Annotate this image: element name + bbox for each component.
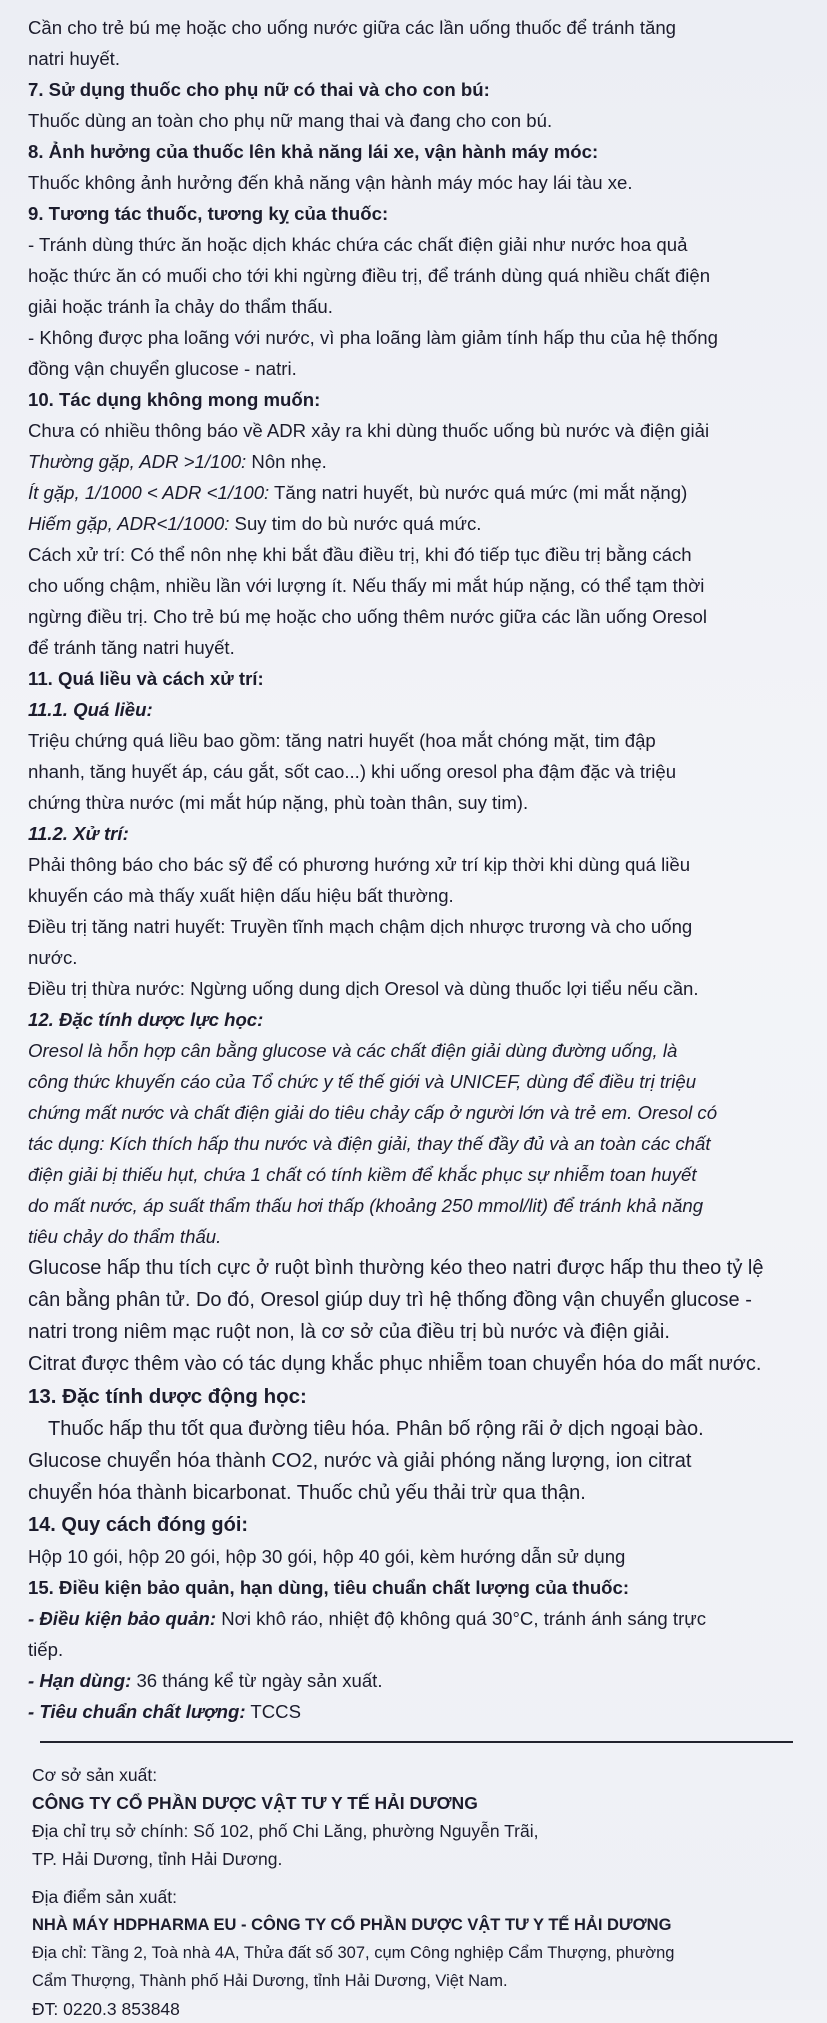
rare-label: Hiếm gặp, ADR<1/1000: bbox=[28, 513, 230, 534]
phone-number: ĐT: 0220.3 853848 bbox=[32, 1999, 180, 2019]
intro-line-1: Cần cho trẻ bú mẹ hoặc cho uống nước giữa các lần uống thuốc để tránh tăng bbox=[28, 17, 677, 38]
section-13-line: Thuốc hấp thu tốt qua đường tiêu hóa. Phân bố rộng rãi ở dịch ngoại bào. bbox=[48, 1418, 704, 1440]
section-15-expiry bbox=[28, 1665, 805, 1696]
section-9-line: - Không được pha loãng với nước, vì pha loãng làm giảm tính hấp thu của hệ thống bbox=[28, 327, 718, 348]
section-11-2-line: khuyến cáo mà thấy xuất hiện dấu hiệu bất thường. bbox=[28, 885, 454, 906]
section-11-1-line: Triệu chứng quá liều bao gồm: tăng natri huyết (hoa mắt chóng mặt, tim đập bbox=[28, 730, 656, 751]
section-12-line: công thức khuyến cáo của Tổ chức y tế thế giới và UNICEF, dùng để điều trị triệu bbox=[28, 1071, 697, 1092]
manufacturer-block bbox=[28, 1761, 805, 2023]
section-11-2-line: Điều trị thừa nước: Ngừng uống dung dịch Oresol và dùng thuốc lợi tiểu nếu cần. bbox=[28, 978, 699, 999]
section-9-line: giải hoặc tránh ỉa chảy do thẩm thấu. bbox=[28, 296, 333, 317]
section-13-line: chuyển hóa thành bicarbonat. Thuốc chủ yếu thải trừ qua thận. bbox=[28, 1482, 586, 1504]
expiry-text: 36 tháng kể từ ngày sản xuất. bbox=[131, 1670, 383, 1691]
section-8-heading: 8. Ảnh hưởng của thuốc lên khả năng lái xe, vận hành máy móc: bbox=[28, 141, 599, 162]
common-text: Nôn nhẹ. bbox=[246, 451, 327, 472]
manufacturer-name: CÔNG TY CỔ PHẦN DƯỢC VẬT TƯ Y TẾ HẢI DƯƠNG bbox=[32, 1793, 478, 1813]
rare-text: Suy tim do bù nước quá mức. bbox=[229, 513, 482, 534]
section-7-body: Thuốc dùng an toàn cho phụ nữ mang thai và đang cho con bú. bbox=[28, 110, 553, 131]
section-12-line: do mất nước, áp suất thẩm thấu hơi thấp (khoảng 250 mmol/lit) để tránh khả năng bbox=[28, 1195, 704, 1216]
production-site-label: Địa điểm sản xuất: bbox=[32, 1887, 177, 1907]
manufacturer-hq-line: Địa chỉ trụ sở chính: Số 102, phố Chi Lăng, phường Nguyễn Trãi, bbox=[32, 1821, 539, 1841]
production-site-line: Cẩm Thượng, Thành phố Hải Dương, tỉnh Hải Dương, Việt Nam. bbox=[32, 1972, 508, 1990]
common-label: Thường gặp, ADR >1/100: bbox=[28, 451, 247, 472]
uncommon-label: Ít gặp, 1/1000 < ADR <1/100: bbox=[28, 482, 270, 503]
section-12-big-line: natri trong niêm mạc ruột non, là cơ sở của điều trị bù nước và điện giải. bbox=[28, 1321, 670, 1343]
section-12-heading: 12. Đặc tính dược lực học: bbox=[28, 1009, 264, 1030]
section-9-line: - Tránh dùng thức ăn hoặc dịch khác chứa các chất điện giải như nước hoa quả bbox=[28, 234, 688, 255]
section-8-body: Thuốc không ảnh hưởng đến khả năng vận hành máy móc hay lái tàu xe. bbox=[28, 172, 633, 193]
section-10-rare bbox=[28, 508, 805, 539]
section-11-1-line: nhanh, tăng huyết áp, cáu gắt, sốt cao...) khi uống oresol pha đậm đặc và triệu bbox=[28, 761, 677, 782]
production-site-name: NHÀ MÁY HDPHARMA EU - CÔNG TY CỔ PHẦN DƯỢC VẬT TƯ Y TẾ HẢI DƯƠNG bbox=[32, 1916, 672, 1934]
section-11-2-heading: 11.2. Xử trí: bbox=[28, 823, 129, 844]
section-14-heading: 14. Quy cách đóng gói: bbox=[28, 1514, 249, 1536]
section-15-quality bbox=[28, 1696, 805, 1727]
section-15-storage-cont: tiếp. bbox=[28, 1639, 64, 1660]
storage-label: - Điều kiện bảo quản: bbox=[28, 1608, 217, 1629]
section-10-handling: Cách xử trí: Có thể nôn nhẹ khi bắt đầu điều trị, khi đó tiếp tục điều trị bằng cách bbox=[28, 544, 692, 565]
section-9-line: hoặc thức ăn có muối cho tới khi ngừng điều trị, để tránh dùng quá nhiều chất điện bbox=[28, 265, 711, 286]
quality-text: TCCS bbox=[245, 1701, 302, 1722]
section-11-2-line: Điều trị tăng natri huyết: Truyền tĩnh mạch chậm dịch nhược trương và cho uống bbox=[28, 916, 693, 937]
uncommon-text: Tăng natri huyết, bù nước quá mức (mi mắt nặng) bbox=[269, 482, 688, 503]
section-10-uncommon bbox=[28, 477, 805, 508]
section-10-handling: cho uống chậm, nhiều lần với lượng ít. Nếu thấy mi mắt húp nặng, có thể tạm thời bbox=[28, 575, 705, 596]
section-7-heading: 7. Sử dụng thuốc cho phụ nữ có thai và cho con bú: bbox=[28, 79, 490, 100]
section-11-2-line: Phải thông báo cho bác sỹ để có phương hướng xử trí kịp thời khi dùng quá liều bbox=[28, 854, 691, 875]
section-12-big-line: Glucose hấp thu tích cực ở ruột bình thường kéo theo natri được hấp thu theo tỷ lệ bbox=[28, 1257, 764, 1279]
section-12-line: tác dụng: Kích thích hấp thu nước và điện giải, thay thế đầy đủ và an toàn các chất bbox=[28, 1133, 711, 1154]
section-13-line: Glucose chuyển hóa thành CO2, nước và giải phóng năng lượng, ion citrat bbox=[28, 1450, 692, 1472]
section-11-1-line: chứng thừa nước (mi mắt húp nặng, phù toàn thân, suy tim). bbox=[28, 792, 529, 813]
section-12-line: chứng mất nước và chất điện giải do tiêu chảy cấp ở người lớn và trẻ em. Oresol có bbox=[28, 1102, 718, 1123]
section-15-storage bbox=[28, 1603, 805, 1634]
production-site-line: Địa chỉ: Tầng 2, Toà nhà 4A, Thửa đất số 307, cụm Công nghiệp Cẩm Thượng, phường bbox=[32, 1944, 675, 1962]
section-10-heading: 10. Tác dụng không mong muốn: bbox=[28, 389, 321, 410]
expiry-label: - Hạn dùng: bbox=[28, 1670, 132, 1691]
section-14-body: Hộp 10 gói, hộp 20 gói, hộp 30 gói, hộp 40 gói, kèm hướng dẫn sử dụng bbox=[28, 1546, 626, 1567]
manufacturer-hq-line: TP. Hải Dương, tỉnh Hải Dương. bbox=[32, 1849, 283, 1869]
section-12-line: tiêu chảy do thẩm thấu. bbox=[28, 1226, 222, 1247]
section-11-heading: 11. Quá liều và cách xử trí: bbox=[28, 668, 264, 689]
storage-text: Nơi khô ráo, nhiệt độ không quá 30°C, tránh ánh sáng trực bbox=[216, 1608, 707, 1629]
section-11-1-heading: 11.1. Quá liều: bbox=[28, 699, 153, 720]
section-11-2-line: nước. bbox=[28, 947, 78, 968]
quality-label: - Tiêu chuẩn chất lượng: bbox=[28, 1701, 246, 1722]
section-15-heading: 15. Điều kiện bảo quản, hạn dùng, tiêu chuẩn chất lượng của thuốc: bbox=[28, 1577, 630, 1598]
section-12-big-line: Citrat được thêm vào có tác dụng khắc phục nhiễm toan chuyển hóa do mất nước. bbox=[28, 1353, 762, 1375]
section-13-heading: 13. Đặc tính dược động học: bbox=[28, 1385, 307, 1408]
intro-line-2: natri huyết. bbox=[28, 48, 120, 69]
section-9-heading: 9. Tương tác thuốc, tương kỵ của thuốc: bbox=[28, 203, 389, 224]
section-12-line: điện giải bị thiếu hụt, chứa 1 chất có tính kiềm để khắc phục sự nhiễm toan huyết bbox=[28, 1164, 697, 1185]
section-10-intro: Chưa có nhiều thông báo về ADR xảy ra khi dùng thuốc uống bù nước và điện giải bbox=[28, 420, 710, 441]
section-10-handling: ngừng điều trị. Cho trẻ bú mẹ hoặc cho uống thêm nước giữa các lần uống Oresol bbox=[28, 606, 708, 627]
section-10-handling: để tránh tăng natri huyết. bbox=[28, 637, 235, 658]
section-10-common bbox=[28, 446, 805, 477]
manufacturer-label: Cơ sở sản xuất: bbox=[32, 1765, 158, 1785]
section-12-line: Oresol là hỗn hợp cân bằng glucose và các chất điện giải dùng đường uống, là bbox=[28, 1040, 678, 1061]
divider-line bbox=[40, 1741, 793, 1743]
section-12-big-line: cân bằng phân tử. Do đó, Oresol giúp duy trì hệ thống đồng vận chuyển glucose - bbox=[28, 1289, 752, 1311]
section-9-line: đồng vận chuyển glucose - natri. bbox=[28, 358, 297, 379]
